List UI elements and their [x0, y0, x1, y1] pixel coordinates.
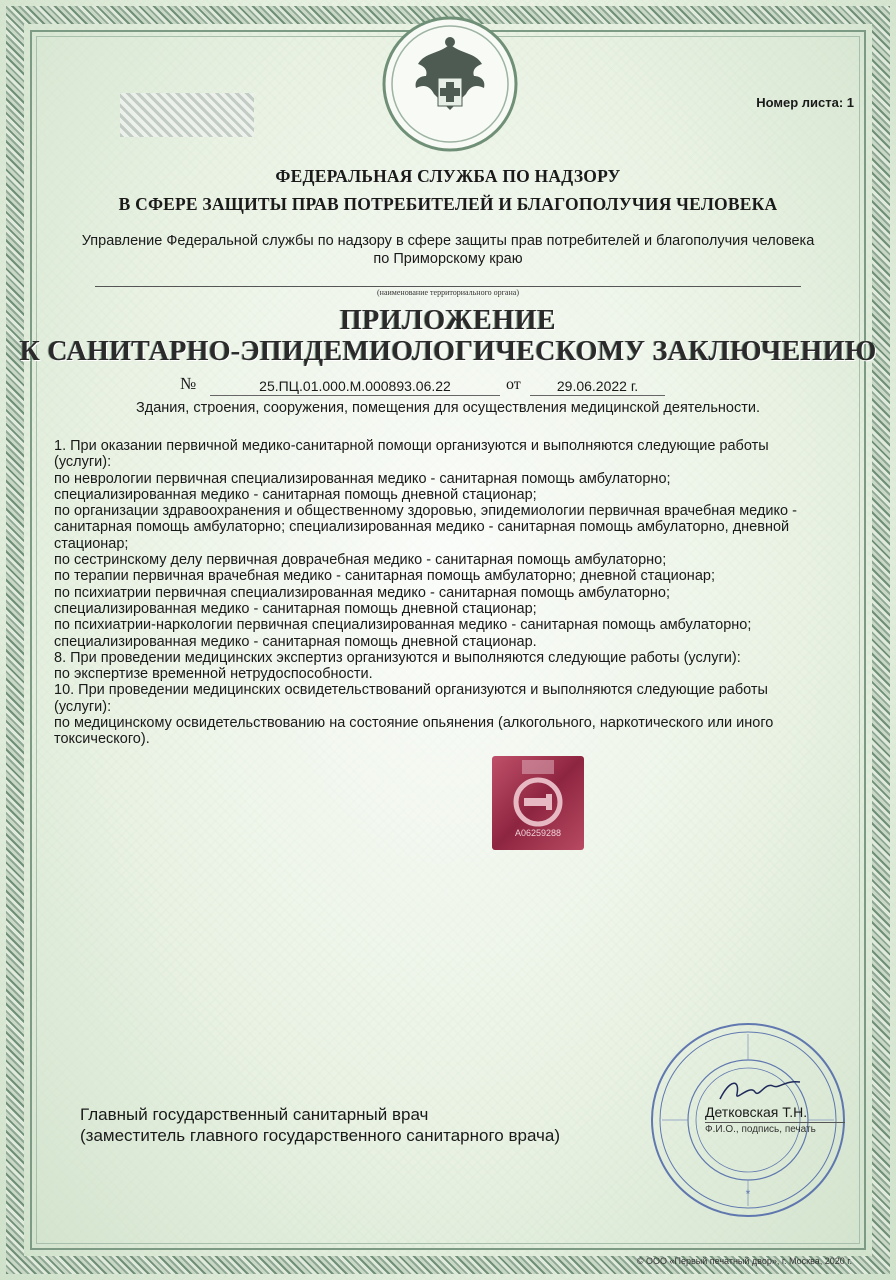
body-line: по психиатрии-наркологии первичная специализированная медико - санитарная помощь амбулаторно;	[54, 617, 752, 634]
body-line: 1. При оказании первичной медико-санитарной помощи организуются и выполняются следующие работы	[54, 438, 769, 454]
body-line: по экспертизе временной нетрудоспособности.	[54, 666, 373, 683]
handwritten-signature	[715, 1074, 805, 1104]
signer-title-line2: (заместитель главного государственного санитарного врача)	[80, 1126, 560, 1145]
body-line: по сестринскому делу первичная доврачебная медико - санитарная помощь амбулаторно;	[54, 552, 667, 569]
security-holo-strip	[120, 93, 254, 137]
agency-name-line1: ФЕДЕРАЛЬНАЯ СЛУЖБА ПО НАДЗОРУ	[275, 166, 621, 186]
conclusion-number: 25.ПЦ.01.000.М.000893.06.22	[210, 378, 500, 396]
body-line: специализированная медико - санитарная помощь дневной стационар.	[54, 633, 537, 650]
signer-title-line1: Главный государственный санитарный врач	[80, 1105, 429, 1124]
body-line: (услуги):	[54, 698, 112, 715]
date-label: от	[506, 376, 521, 393]
conclusion-date: 29.06.2022 г.	[530, 378, 665, 396]
office-underline	[95, 286, 801, 287]
body-line: (услуги):	[54, 454, 112, 471]
hologram-sticker	[492, 756, 584, 850]
signature-block	[705, 1104, 845, 1135]
signature-caption: Ф.И.О., подпись, печать	[705, 1122, 845, 1135]
office-caption: (наименование территориального органа)	[377, 288, 519, 297]
hologram-serial: А06259288	[514, 828, 562, 838]
body-line: 8. При проведении медицинских экспертиз организуются и выполняются следующие работы (услуги):	[54, 649, 741, 666]
printer-footer: © ООО «Первый печатный двор», г. Москва, 2020 г.	[636, 1256, 852, 1266]
body-line: 10. При проведении медицинских освидетельствований организуются и выполняются следующие работы	[54, 682, 768, 699]
object-type: Здания, строения, сооружения, помещения для осуществления медицинской деятельности.	[136, 400, 760, 416]
number-sign: №	[180, 374, 197, 393]
rospotrebnadzor-emblem	[380, 14, 520, 154]
body-line: стационар;	[54, 535, 129, 552]
svg-text:*: *	[745, 1187, 751, 1201]
document-title: ПРИЛОЖЕНИЕ	[339, 305, 557, 336]
signer-name: Детковская Т.Н.	[705, 1104, 808, 1120]
body-line: токсического).	[54, 731, 150, 748]
signer-title	[80, 1104, 560, 1146]
body-line: санитарная помощь амбулаторно; специализированная медико - санитарная помощь амбулаторно, дневной	[54, 519, 790, 536]
territorial-office: Управление Федеральной службы по надзору в сфере защиты прав потребителей и благополучия человека по Приморскому краю	[81, 233, 815, 267]
conclusion-number-row	[180, 376, 740, 398]
body-line: по неврологии первичная специализированная медико - санитарная помощь амбулаторно;	[54, 470, 671, 487]
agency-name-line2: В СФЕРЕ ЗАЩИТЫ ПРАВ ПОТРЕБИТЕЛЕЙ И БЛАГОПОЛУЧИЯ ЧЕЛОВЕКА	[118, 194, 778, 214]
body-line: специализированная медико - санитарная помощь дневной стационар;	[54, 600, 537, 617]
body-line: по психиатрии первичная специализированная медико - санитарная помощь амбулаторно;	[54, 584, 670, 601]
sheet-number: Номер листа: 1	[756, 95, 854, 110]
body-line: по медицинскому освидетельствованию на состояние опьянения (алкогольного, наркотического или иного	[54, 715, 774, 732]
body-line: по терапии первичная врачебная медико - санитарная помощь амбулаторно; дневной стационар;	[54, 568, 715, 585]
body-line: по организации здравоохранения и общественному здоровью, эпидемиологии первичная врачебная медико -	[54, 503, 797, 520]
body-line: специализированная медико - санитарная помощь дневной стационар;	[54, 486, 537, 503]
document-subtitle: К САНИТАРНО-ЭПИДЕМИОЛОГИЧЕСКОМУ ЗАКЛЮЧЕНИЮ	[19, 336, 877, 367]
works-list	[54, 438, 854, 748]
